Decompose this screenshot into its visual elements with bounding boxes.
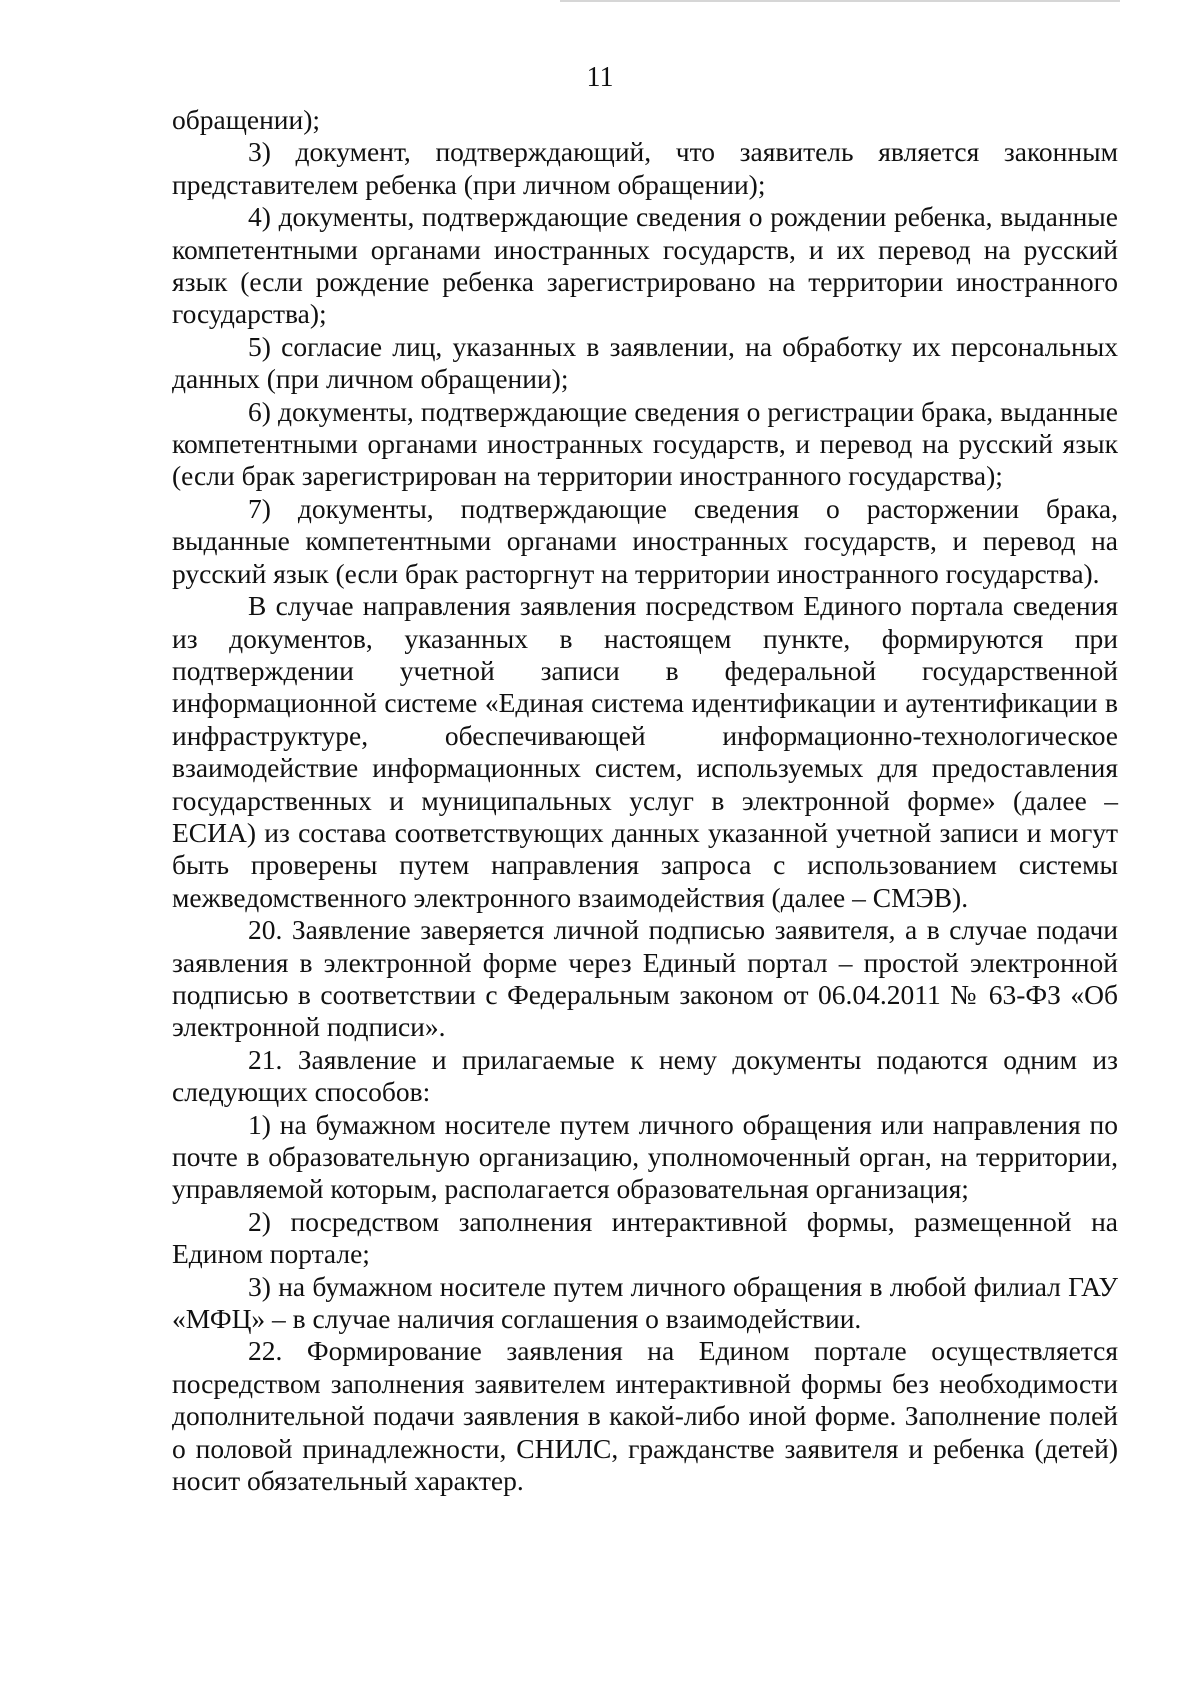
list-item-5: 5) согласие лиц, указанных в заявлении, на обработку их персональных данных (при личном обращении);: [172, 330, 1118, 395]
method-item-1: 1) на бумажном носителе путем личного обращения или направления по почте в образовательную организацию, уполномоченный орган, на территории, управляемой которым, располагается образовательная организация;: [172, 1108, 1118, 1205]
list-item-3: 3) документ, подтверждающий, что заявитель является законным представителем ребенка (при личном обращении);: [172, 136, 1118, 200]
method-item-3: 3) на бумажном носителе путем личного обращения в любой филиал ГАУ «МФЦ» – в случае наличия соглашения о взаимодействии.: [172, 1270, 1118, 1335]
paragraph-continuation: обращении);: [172, 104, 321, 135]
clause-20: 20. Заявление заверяется личной подписью заявителя, а в случае подачи заявления в электронной форме через Единый портал – простой электронной подписью в соответствии с Федеральным законом от 06.04.2011 № 63-ФЗ «Об электронной подписи».: [172, 914, 1118, 1043]
clause-21: 21. Заявление и прилагаемые к нему документы подаются одним из следующих способов:: [172, 1043, 1118, 1108]
page-number: 11: [586, 62, 614, 93]
list-item-7: 7) документы, подтверждающие сведения о расторжении брака, выданные компетентными органами иностранных государств, и перевод на русский язык (если брак расторгнут на территории иностранного государства).: [172, 492, 1118, 589]
list-item-6: 6) документы, подтверждающие сведения о регистрации брака, выданные компетентными органами иностранных государств, и перевод на русский язык (если брак зарегистрирован на территории иностранного государства);: [172, 395, 1118, 492]
method-item-2: 2) посредством заполнения интерактивной формы, размещенной на Едином портале;: [172, 1205, 1118, 1270]
scan-edge-line: [560, 0, 1120, 2]
list-item-4: 4) документы, подтверждающие сведения о рождении ребенка, выданные компетентными органами иностранных государств, и их перевод на русский язык (если рождение ребенка зарегистрировано на территории иностранного государства);: [172, 201, 1118, 330]
document-body: [172, 104, 1118, 1497]
clause-22: 22. Формирование заявления на Едином портале осуществляется посредством заполнения заявителем интерактивной формы без необходимости дополнительной подачи заявления в какой-либо иной форме. Заполнение полей о половой принадлежности, СНИЛС, гражданстве заявителя и ребенка (детей) носит обязательный характер.: [172, 1335, 1118, 1497]
paragraph-esia: В случае направления заявления посредством Единого портала сведения из документов, указанных в настоящем пункте, формируются при подтверждении учетной записи в федеральной государственной информационной системе «Единая система идентификации и аутентификации в инфраструктуре, обеспечивающей информационно-технологическое взаимодействие информационных систем, используемых для предоставления государственных и муниципальных услуг в электронной форме» (далее – ЕСИА) из состава соответствующих данных указанной учетной записи и могут быть проверены путем направления запроса с использованием системы межведомственного электронного взаимодействия (далее – СМЭВ).: [172, 590, 1118, 913]
